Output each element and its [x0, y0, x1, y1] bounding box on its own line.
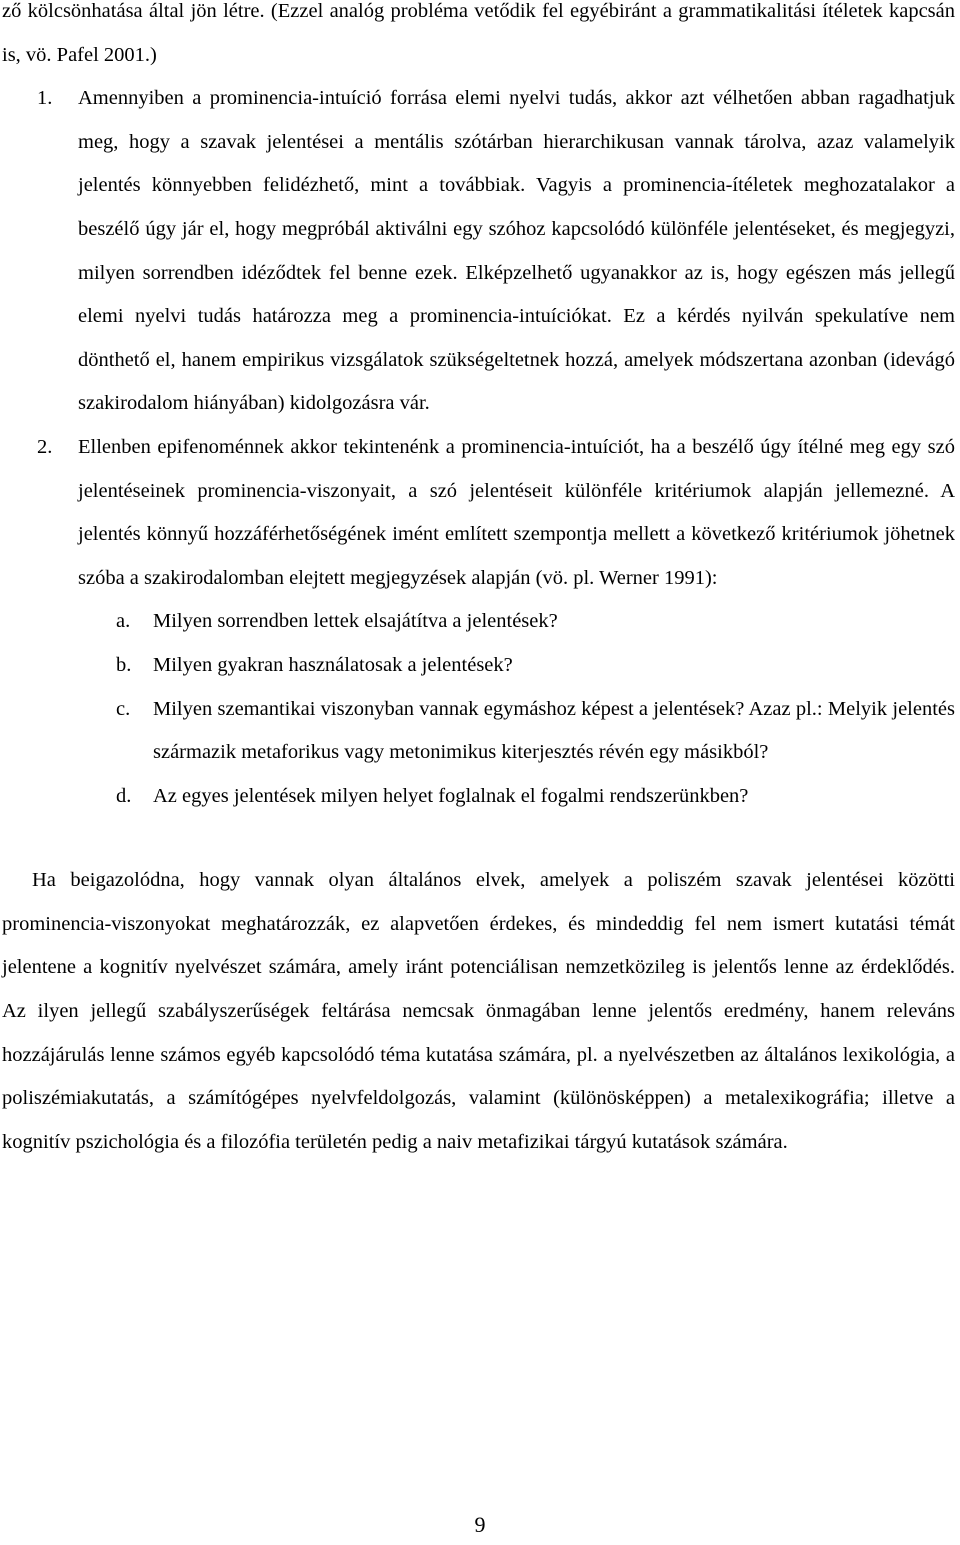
sub-item-b — [116, 644, 955, 688]
numbered-item-1 — [37, 77, 955, 426]
item-text: Amennyiben a prominencia-intuíció forrása elemi nyelvi tudás, akkor azt vélhetően abban ragadhatjuk meg, hogy a szavak jelentései a mentális szótárban hierarchikusan vannak tárolva, azaz valamelyik jelentés könnyebben felidézhető, mint a továbbiak. Vagyis a prominencia-ítéletek meghozatalakor a beszélő úgy jár el, hogy megpróbál aktiválni egy szóhoz kapcsolódó különféle jelentéseket, és megjegyzi, milyen sorrendben idéződtek fel benne ezek. Elképzelhető ugyanakkor az is, hogy egészen más jellegű elemi nyelvi tudás határozza meg a prominencia-intuíciókat. Ez a kérdés nyilván spekulatíve nem dönthető el, hanem empirikus vizsgálatok szükségeltetnek hozzá, amelyek módszertana azonban (idevágó szakirodalom hiányában) kidolgozásra vár. — [78, 87, 955, 415]
sub-item-c — [116, 688, 955, 775]
intro-text: ző kölcsönhatása által jön létre. (Ezzel analóg probléma vetődik fel egyébiránt a grammatikalitási ítéletek kapcsán is, vö. Pafel 2001.) — [2, 0, 955, 66]
sub-item-text: Az egyes jelentések milyen helyet foglalnak el fogalmi rendszerünkben? — [153, 784, 749, 807]
sub-item-letter: d. — [116, 784, 132, 807]
item-text: Ellenben epifenoménnek akkor tekintenénk a prominencia-intuíciót, ha a beszélő úgy ítélné meg egy szó jelentéseinek prominencia-viszonyait, a szó jelentéseit különféle kritériumok alapján jellemezné. A jelentés könnyű hozzáférhetőségének imént említett szempontja mellett a következő kritériumok jöhetnek szóba a szakirodalomban elejtett megjegyzések alapján (vö. pl. Werner 1991): — [78, 435, 955, 589]
numbered-item-2 — [37, 426, 955, 600]
sub-item-text: Milyen gyakran használatosak a jelentések? — [153, 653, 513, 676]
sub-item-letter: a. — [116, 610, 131, 633]
sub-item-a — [116, 600, 955, 644]
sub-item-text: Milyen szemantikai viszonyban vannak egymáshoz képest a jelentések? Azaz pl.: Melyik jelentés származik metaforikus vagy metonimikus kiterjesztés révén egy másikból? — [153, 697, 955, 764]
closing-paragraph: Ha beigazolódna, hogy vannak olyan általános elvek, amelyek a poliszém szavak jelentései közötti prominencia-viszonyokat meghatározzák, ez alapvetően érdekes, és mindeddig fel nem ismert kutatási témát jelentene a kognitív nyelvészet számára, amely iránt potenciálisan nemzetközileg is jelentős lenne az érdeklődés. Az ilyen jellegű szabályszerűségek feltárása nemcsak önmagában lenne jelentős eredmény, hanem releváns hozzájárulás lenne számos egyéb kapcsolódó téma kutatása számára, pl. a nyelvészetben az általános lexikológia, a poliszémiakutatás, a számítógépes nyelvfeldolgozás, valamint (különösképpen) a metalexikográfia; illetve a kognitív pszichológia és a filozófia területén pedig a naiv metafizikai tárgyú kutatások számára. — [2, 869, 955, 1153]
item-number: 2. — [37, 435, 53, 458]
sub-item-d — [116, 775, 955, 819]
sub-item-letter: b. — [116, 653, 132, 676]
sub-item-letter: c. — [116, 697, 131, 720]
page-number: 9 — [474, 1512, 486, 1537]
item-number: 1. — [37, 87, 53, 110]
sub-item-text: Milyen sorrendben lettek elsajátítva a jelentések? — [153, 610, 558, 633]
